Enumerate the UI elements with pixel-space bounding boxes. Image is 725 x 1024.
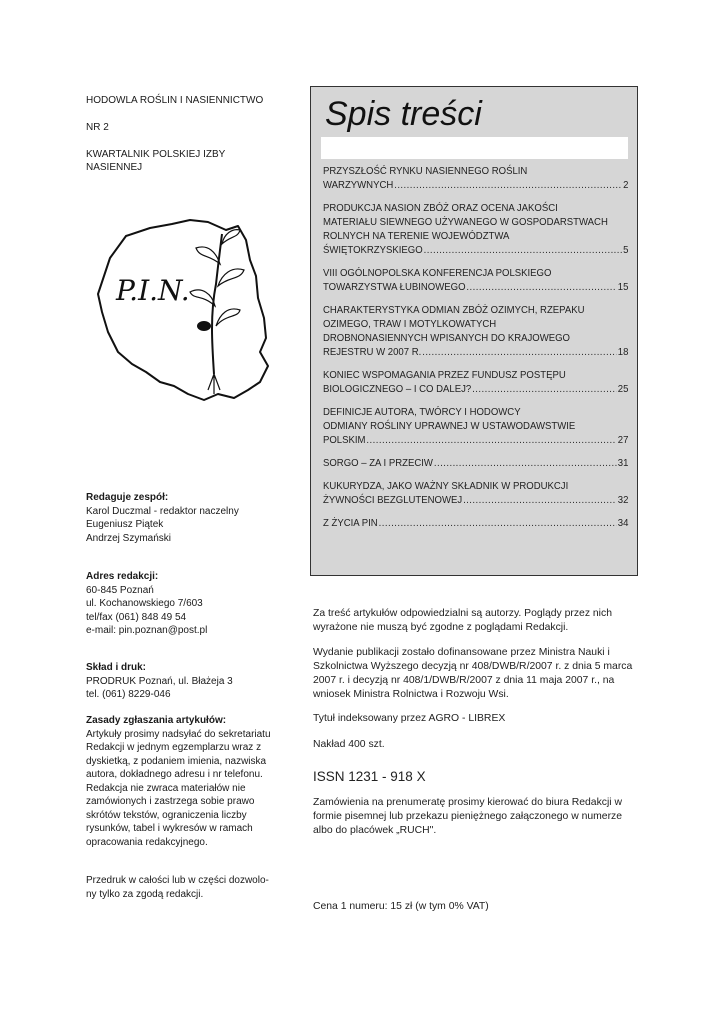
print-line: tel. (061) 8229-046 (86, 689, 171, 700)
issue-price: Cena 1 numeru: 15 zł (w tym 0% VAT) (313, 901, 489, 913)
toc-title-bar (321, 137, 628, 159)
toc-entry-title-line: BIOLOGICZNEGO – I CO DALEJ? (323, 384, 472, 395)
rules-line: opracowania redakcyjnego. (86, 836, 208, 848)
toc-entry-title-line: ODMIANY ROŚLINY UPRAWNEJ W USTAWODAWSTWIE (323, 421, 576, 432)
address-email: e-mail: pin.poznan@post.pl (86, 625, 208, 636)
toc-leader-dots (394, 179, 622, 193)
edition-size: Nakład 400 szt. (313, 739, 385, 751)
print-info (86, 661, 286, 702)
toc-entry (323, 406, 628, 448)
address-line: 60-845 Poznań (86, 584, 154, 596)
toc-entry (323, 304, 628, 360)
editorial-line: Eugeniusz Piątek (86, 519, 164, 530)
toc-entry-title-line: ROLNYCH NA TERENIE WOJEWÓDZTWA (323, 231, 510, 242)
toc-entry (323, 517, 628, 531)
toc-entry-title-line: ŻYWNOŚCI BEZGLUTENOWEJ (323, 495, 463, 506)
address-line: ul. Kochanowskiego 7/603 (86, 598, 203, 609)
responsibility-note: Za treść artykułów odpowiedzialni są autorzy. Poglądy przez nich wyrażone nie muszą być zgodne z poglądami Redakcji. (313, 608, 612, 634)
rules-line: Redakcji w jednym egzemplarzu wraz z (86, 742, 262, 753)
toc-page-number: 32 (617, 495, 629, 506)
rules-line: Artykuły prosimy nadsyłać do sekretariatu (86, 728, 271, 740)
toc-entry-title-line: KUKURYDZA, JAKO WAŻNY SKŁADNIK W PRODUKCJI (323, 481, 569, 492)
issn-number: ISSN 1231 - 918 X (313, 768, 426, 784)
toc-entry-title-line: OZIMEGO, TRAW I MOTYLKOWATYCH (323, 319, 497, 330)
print-line: PRODRUK Poznań, ul. Błażeja 3 (86, 675, 233, 687)
toc-leader-dots (424, 244, 623, 258)
toc-entry-title-line: PRZYSZŁOŚĆ RYNKU NASIENNEGO ROŚLIN (323, 166, 528, 177)
pin-logo (88, 214, 278, 414)
toc-entry-title-line: SORGO – ZA I PRZECIW (323, 458, 433, 469)
editorial-line: Karol Duczmal - redaktor naczelny (86, 505, 239, 517)
funding-note: Wydanie publikacji zostało dofinansowane przez Ministra Nauki i Szkolnictwa Wyższego decyzją nr 408/DWB/R/2007 r. z dnia 5 marca 2007 r. i decyzją nr 408/1/DWB/R/2007 z dnia 11 maja 2007 r., na wniosek Ministra Rolnictwa i Rozwoju Wsi. (313, 647, 633, 701)
publication-issue: NR 2 (86, 122, 109, 133)
indexing-note: Tytuł indeksowany przez AGRO - LIBREX (313, 713, 506, 725)
subscription-note: Zamówienia na prenumeratę prosimy kierować do biura Redakcji w formie pisemnej lub przekazu pieniężnego załączonego w numerze albo do placówek „RUCH". (313, 797, 623, 837)
toc-entry (323, 202, 628, 258)
editorial-team (86, 491, 286, 545)
poland-map-plant-icon (88, 214, 278, 414)
toc-entry-title-line: DROBNONASIENNYCH WPISANYCH DO KRAJOWEGO (323, 333, 570, 344)
toc-entry-title-line: TOWARZYSTWA ŁUBINOWEGO (323, 282, 466, 293)
toc-page-number: 5 (623, 245, 629, 256)
rules-line: zamówionych i zastrzega sobie prawo (86, 796, 255, 807)
toc-page-number: 34 (617, 518, 629, 529)
rules-line: rysunków, tabel i wykresów w ramach (86, 823, 253, 834)
rules-heading: Zasady zgłaszania artykułów: (86, 715, 227, 726)
reprint-line: ny tylko za zgodą redakcji. (86, 888, 204, 900)
rules-line: Redakcja nie zwraca materiałów nie (86, 782, 246, 794)
toc-page-number: 25 (617, 384, 629, 395)
table-of-contents (310, 86, 638, 576)
address-heading: Adres redakcji: (86, 571, 159, 582)
toc-leader-dots (463, 494, 617, 508)
print-heading: Skład i druk: (86, 662, 147, 673)
toc-entry-title-line: KONIEC WSPOMAGANIA PRZEZ FUNDUSZ POSTĘPU (323, 370, 566, 381)
editorial-heading: Redaguje zespół: (86, 492, 169, 503)
reprint-line: Przedruk w całości lub w części dozwolo- (86, 875, 269, 886)
toc-entry-title-line: MATERIAŁU SIEWNEGO UŻYWANEGO W GOSPODARSTWACH (323, 217, 608, 228)
toc-entry-title-line: PRODUKCJA NASION ZBÓŻ ORAZ OCENA JAKOŚCI (323, 203, 558, 214)
toc-entry (323, 480, 628, 508)
toc-entry-title-line: REJESTRU W 2007 R. (323, 347, 422, 358)
toc-leader-dots (379, 517, 617, 531)
rules-line: skrótów tekstów, ograniczenia liczby (86, 809, 247, 821)
address-line: tel/fax (061) 848 49 54 (86, 611, 187, 623)
publication-kind: KWARTALNIK POLSKIEJ IZBY NASIENNEJ (86, 149, 226, 173)
toc-entry-title-line: Z ŻYCIA PIN (323, 518, 378, 529)
toc-page-number: 2 (623, 180, 629, 191)
editorial-address (86, 570, 286, 638)
toc-entry-title-line: POLSKIM (323, 435, 366, 446)
publication-title: HODOWLA ROŚLIN I NASIENNICTWO (86, 95, 264, 106)
toc-entry (323, 165, 628, 193)
toc-page-number: 27 (617, 435, 629, 446)
toc-leader-dots (472, 383, 617, 397)
toc-page-number: 18 (617, 347, 629, 358)
pin-logo-text: P.I.N. (116, 274, 190, 307)
rules-line: dyskietką, z podaniem imienia, nazwiska (86, 755, 267, 767)
toc-leader-dots (422, 346, 617, 360)
editorial-line: Andrzej Szymański (86, 532, 172, 544)
toc-entry (323, 457, 628, 471)
toc-leader-dots (466, 281, 616, 295)
toc-entry-title-line: CHARAKTERYSTYKA ODMIAN ZBÓŻ OZIMYCH, RZEPAKU (323, 305, 585, 316)
toc-list (323, 165, 628, 540)
toc-entry-title-line: WARZYWNYCH (323, 180, 394, 191)
toc-leader-dots (434, 457, 617, 471)
toc-title: Spis treści (325, 95, 482, 133)
toc-entry (323, 369, 628, 397)
rules-line: autora, dokładnego adresu i nr telefonu. (86, 769, 263, 780)
toc-entry-title-line: ŚWIĘTOKRZYSKIEGO (323, 245, 423, 256)
toc-page-number: 15 (617, 282, 629, 293)
submission-rules (86, 714, 286, 849)
toc-leader-dots (366, 434, 616, 448)
toc-entry-title-line: VIII OGÓLNOPOLSKA KONFERENCJA POLSKIEGO (323, 268, 552, 279)
toc-entry-title-line: DEFINICJE AUTORA, TWÓRCY I HODOWCY (323, 407, 521, 418)
toc-page-number: 31 (617, 458, 629, 469)
reprint-notice (86, 874, 286, 901)
toc-entry (323, 267, 628, 295)
